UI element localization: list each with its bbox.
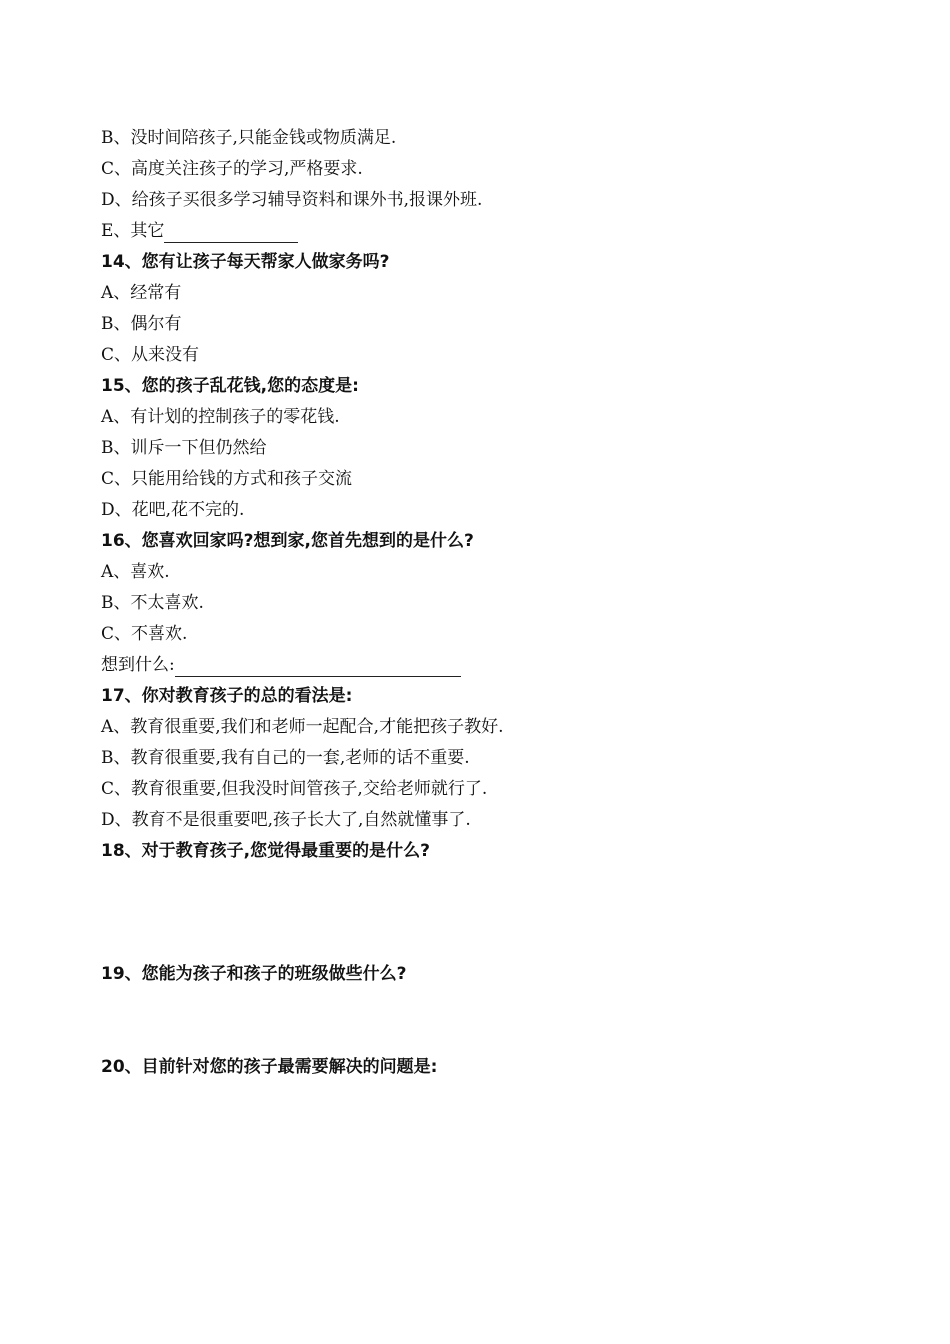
q13-other-blank[interactable] <box>164 224 298 243</box>
q17-option-d: D、教育不是很重要吧,孩子长大了,自然就懂事了. <box>101 810 471 830</box>
q13-option-e-label: E、其它 <box>101 221 165 241</box>
q16-option-c: C、不喜欢. <box>101 624 188 644</box>
q15-option-d: D、花吧,花不完的. <box>101 500 245 520</box>
q16-think-label: 想到什么: <box>101 655 175 675</box>
question-14: 14、您有让孩子每天帮家人做家务吗? <box>101 252 390 272</box>
q13-option-e <box>101 219 298 243</box>
q15-option-c: C、只能用给钱的方式和孩子交流 <box>101 469 353 489</box>
q16-option-a: A、喜欢. <box>101 562 170 582</box>
q14-option-b: B、偶尔有 <box>101 314 182 334</box>
question-18: 18、对于教育孩子,您觉得最重要的是什么? <box>101 841 430 861</box>
question-15: 15、您的孩子乱花钱,您的态度是: <box>101 376 359 396</box>
q16-option-b: B、不太喜欢. <box>101 593 204 613</box>
q17-option-b: B、教育很重要,我有自己的一套,老师的话不重要. <box>101 748 470 768</box>
question-17: 17、你对教育孩子的总的看法是: <box>101 686 353 706</box>
q13-option-b: B、没时间陪孩子,只能金钱或物质满足. <box>101 128 397 148</box>
q14-option-a: A、经常有 <box>101 283 182 303</box>
q13-option-c: C、高度关注孩子的学习,严格要求. <box>101 159 363 179</box>
q13-option-d: D、给孩子买很多学习辅导资料和课外书,报课外班. <box>101 190 483 210</box>
q16-think-blank[interactable] <box>175 658 461 677</box>
q17-option-a: A、教育很重要,我们和老师一起配合,才能把孩子教好. <box>101 717 504 737</box>
q17-option-c: C、教育很重要,但我没时间管孩子,交给老师就行了. <box>101 779 488 799</box>
q16-think-row <box>101 653 461 677</box>
q15-option-a: A、有计划的控制孩子的零花钱. <box>101 407 340 427</box>
question-16: 16、您喜欢回家吗?想到家,您首先想到的是什么? <box>101 531 474 551</box>
question-20: 20、目前针对您的孩子最需要解决的问题是: <box>101 1057 438 1077</box>
question-19: 19、您能为孩子和孩子的班级做些什么? <box>101 964 407 984</box>
q14-option-c: C、从来没有 <box>101 345 200 365</box>
q15-option-b: B、训斥一下但仍然给 <box>101 438 267 458</box>
